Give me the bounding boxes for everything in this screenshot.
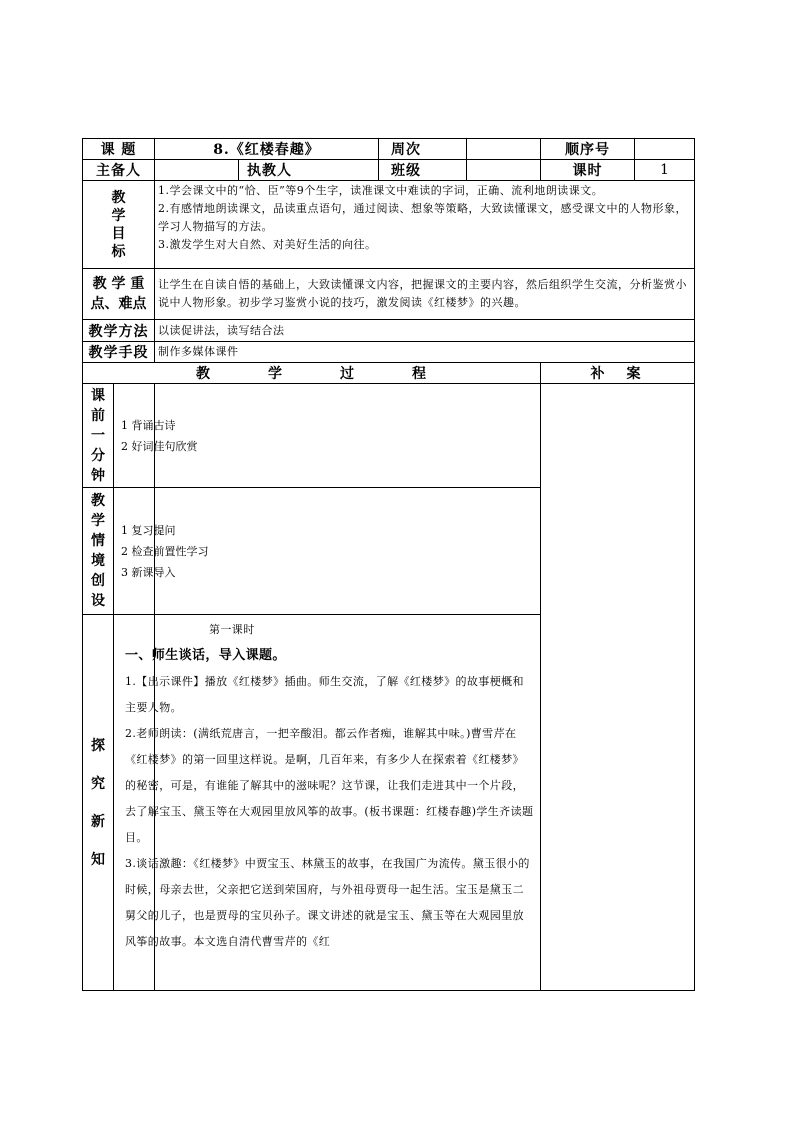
means-row (83, 342, 695, 363)
pre-class-content (121, 384, 541, 488)
topic-value: 8.《红楼春趣》 (155, 139, 379, 160)
pre-class-label: 课 前 一 分 钟 (83, 384, 114, 487)
goals-row (83, 181, 695, 269)
order-value (635, 139, 695, 160)
supplement-cell (541, 384, 695, 991)
paragraph: 1.【出示课件】播放《红楼梦》插曲。师生交流，了解《红楼梦》的故事梗概和主要人物。 (125, 675, 524, 714)
header-row-2 (83, 160, 695, 181)
focus-text: 让学生在自读自悟的基础上，大致读懂课文内容，把握课文的主要内容，然后组织学生交流，分析鉴赏小说中人物形象。初步学习鉴赏小说的技巧，激发阅读《红楼梦》的兴趣。 (155, 269, 695, 320)
class-value (467, 160, 541, 181)
goals-label: 教 学 目 标 (83, 181, 155, 269)
process-header-row (83, 363, 695, 384)
paragraph: 3.谈话激趣：《红楼梦》中贾宝玉、林黛玉的故事，在我国广为流传。黛玉很小的时候，母亲去世，父亲把它送到荣国府，与外祖母贾母一起生活。宝玉是黛玉二舅父的儿子，也是贾母的宝贝孙子。课文讲述的就是宝玉、黛玉等在大观园里放风筝的故事。本文选自清代曹雪芹的《红 (125, 857, 530, 948)
means-value: 制作多媒体课件 (155, 342, 695, 363)
goal-item: 1.学会课文中的“恰、臣”等9个生字，读准课文中难读的字词，正确、流利地朗读课文。 (158, 184, 604, 197)
supplement-header: 补 案 (541, 363, 695, 384)
preparer-label: 主备人 (83, 160, 155, 181)
list-item: 2 检查前置性学习 (121, 544, 209, 558)
teacher-label: 执教人 (239, 160, 379, 181)
method-label: 教学方法 (83, 320, 155, 342)
header-row-1 (83, 139, 695, 160)
section-title: 第一课时 (209, 623, 255, 636)
week-value (467, 139, 541, 160)
method-value: 以读促讲法，读写结合法 (155, 320, 695, 342)
week-label: 周次 (379, 139, 467, 160)
explore-label: 探 究 新 知 (83, 615, 114, 990)
list-item: 1 复习提问 (121, 523, 176, 537)
topic-label: 课 题 (83, 139, 155, 160)
period-label: 课时 (541, 160, 635, 181)
period-value: 1 (635, 160, 695, 181)
explore-content (125, 615, 541, 991)
means-label: 教学手段 (83, 342, 155, 363)
process-header: 教 学 过 程 (83, 363, 541, 384)
goal-item: 3.激发学生对大自然、对美好生活的向往。 (158, 238, 377, 251)
list-item: 2 好词佳句欣赏 (121, 439, 198, 453)
method-row (83, 320, 695, 342)
section-heading: 一、师生谈话，导入课题。 (125, 648, 286, 663)
order-label: 顺序号 (541, 139, 635, 160)
focus-row (83, 269, 695, 320)
list-item: 3 新课导入 (121, 565, 176, 579)
situation-label: 教 学 情 境 创 设 (83, 488, 114, 614)
lesson-plan-table (82, 138, 695, 991)
goals-text (155, 181, 695, 269)
preparer-value (155, 160, 239, 181)
situation-content (121, 488, 541, 615)
focus-label: 教 学 重 点、难点 (83, 269, 155, 320)
list-item: 1 背诵古诗 (121, 418, 176, 432)
paragraph: 2.老师朗读：(满纸荒唐言，一把辛酸泪。都云作者痴，谁解其中味。)曹雪芹在《红楼梦》的第一回里这样说。是啊，几百年来，有多少人在探索着《红楼梦》的秘密，可是，有谁能了解其中的滋味呢？这节课，让我们走进其中一个片段，去了解宝玉、黛玉等在大观园里放风筝的故事。(板书课题：红楼春趣)学生齐读题目。 (125, 727, 534, 844)
pre-class-row (83, 384, 695, 488)
goal-item: 2.有感情地朗读课文，品读重点语句，通过阅读、想象等策略，大致读懂课文，感受课文中的人物形象，学习人物描写的方法。 (158, 202, 687, 233)
class-label: 班级 (379, 160, 467, 181)
